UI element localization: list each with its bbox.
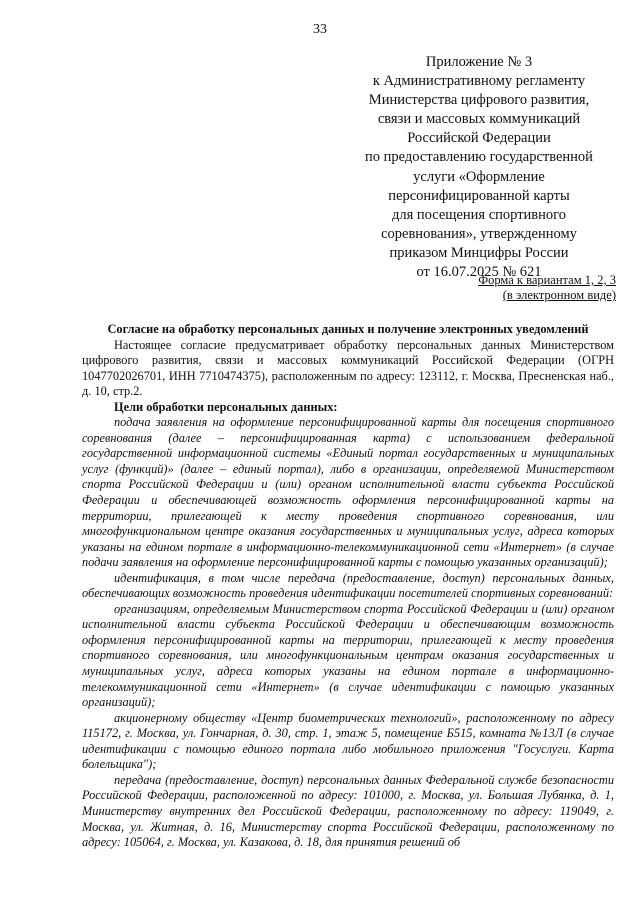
- consent-title: Согласие на обработку персональных данных и получение электронных уведомлений: [107, 322, 589, 336]
- purposes-heading: Цели обработки персональных данных:: [114, 399, 338, 414]
- purpose-paragraph: идентификация, в том числе передача (предоставление, доступ) персональных данных, обеспечивающих возможность проведения идентификации посетителей спортивных соревнований:: [82, 570, 614, 601]
- form-variants: Форма к вариантам 1, 2, 3: [478, 273, 616, 287]
- purpose-paragraph: передача (предоставление, доступ) персональных данных Федеральной службе безопасности Российской Федерации, расположенной по адресу: 101000, г. Москва, ул. Большая Лубянка, д. 1, Министерству внутренних дел Российской Федерации, расположенному по адресу: 119049, г. Москва, ул. Житная, д. 16, Министерству спорта Российской Федерации, расположенному по адресу: 105064, г. Москва, ул. Казакова, д. 18, для принятия решений об: [82, 772, 614, 850]
- consent-intro: Настоящее согласие предусматривает обработку персональных данных Министерством цифрового развития, связи и массовых коммуникаций Российской Федерации (ОГРН 1047702026701, ИНН 7710474375), расположенным по адресу: 123112, г. Москва, Пресненская наб., д. 10, стр.2.: [82, 337, 614, 399]
- appendix-line: Российской Федерации: [407, 130, 551, 147]
- form-note: [420, 273, 616, 303]
- consent-body: [82, 322, 614, 851]
- purpose-paragraph: акционерному обществу «Центр биометрических технологий», расположенному по адресу 115172, г. Москва, ул. Гончарная, д. 30, стр. 1, этаж 5, помещение Б515, комната №13Л (в случае идентификации с помощью единого портала либо мобильного приложения "Госуслуги. Карта болельщика");: [82, 710, 614, 772]
- appendix-line: приказом Минцифры России: [389, 244, 569, 261]
- purpose-paragraph: подача заявления на оформление персонифицированной карты для посещения спортивного соревнования (далее – персонифицированная карта) с использованием федеральной государственной информационной системы «Единый портал государственных и муниципальных услуг (функций)» (далее – единый портал), либо в организации, определяемой Министерством спорта Российской Федерации и (или) органом исполнительной власти субъекта Российской Федерации и обеспечивающей возможность оформления персонифицированной карты на территории, прилегающей к месту проведения спортивного соревнования, или многофункциональном центре оказания государственных и муниципальных услуг, адреса которых указаны на едином портале в информационно-телекоммуникационной сети «Интернет» (в случае подачи заявления на оформление персонифицированной карты с помощью указанных организаций);: [82, 415, 614, 570]
- appendix-header: [346, 53, 612, 282]
- appendix-line: к Административному регламенту: [372, 73, 586, 90]
- appendix-line: услуги «Оформление: [413, 168, 545, 185]
- form-format: (в электронном виде): [502, 288, 616, 302]
- appendix-line: персонифицированной карты: [388, 187, 570, 204]
- appendix-line: для посещения спортивного: [391, 206, 567, 223]
- appendix-line: Приложение № 3: [425, 54, 533, 70]
- purpose-paragraph: организациям, определяемым Министерством спорта Российской Федерации и (или) органом исполнительной власти субъекта Российской Федерации и обеспечивающим возможность оформления персонифицированной карты на территории, прилегающей к месту проведения спортивного соревнования, или многофункциональным центрам оказания государственных и муниципальных услуг, адреса которых указаны на едином портале в информационно-телекоммуникационной сети «Интернет» (в случае идентификации с помощью указанных организаций);: [82, 601, 614, 710]
- appendix-line: Министерства цифрового развития,: [368, 92, 590, 109]
- appendix-line: соревнования», утвержденному: [381, 225, 577, 242]
- appendix-line: связи и массовых коммуникаций: [377, 111, 581, 128]
- appendix-line: от 16.07.2025 № 621: [416, 264, 542, 281]
- appendix-line: по предоставлению государственной: [365, 149, 593, 166]
- page-number: 33: [313, 22, 327, 37]
